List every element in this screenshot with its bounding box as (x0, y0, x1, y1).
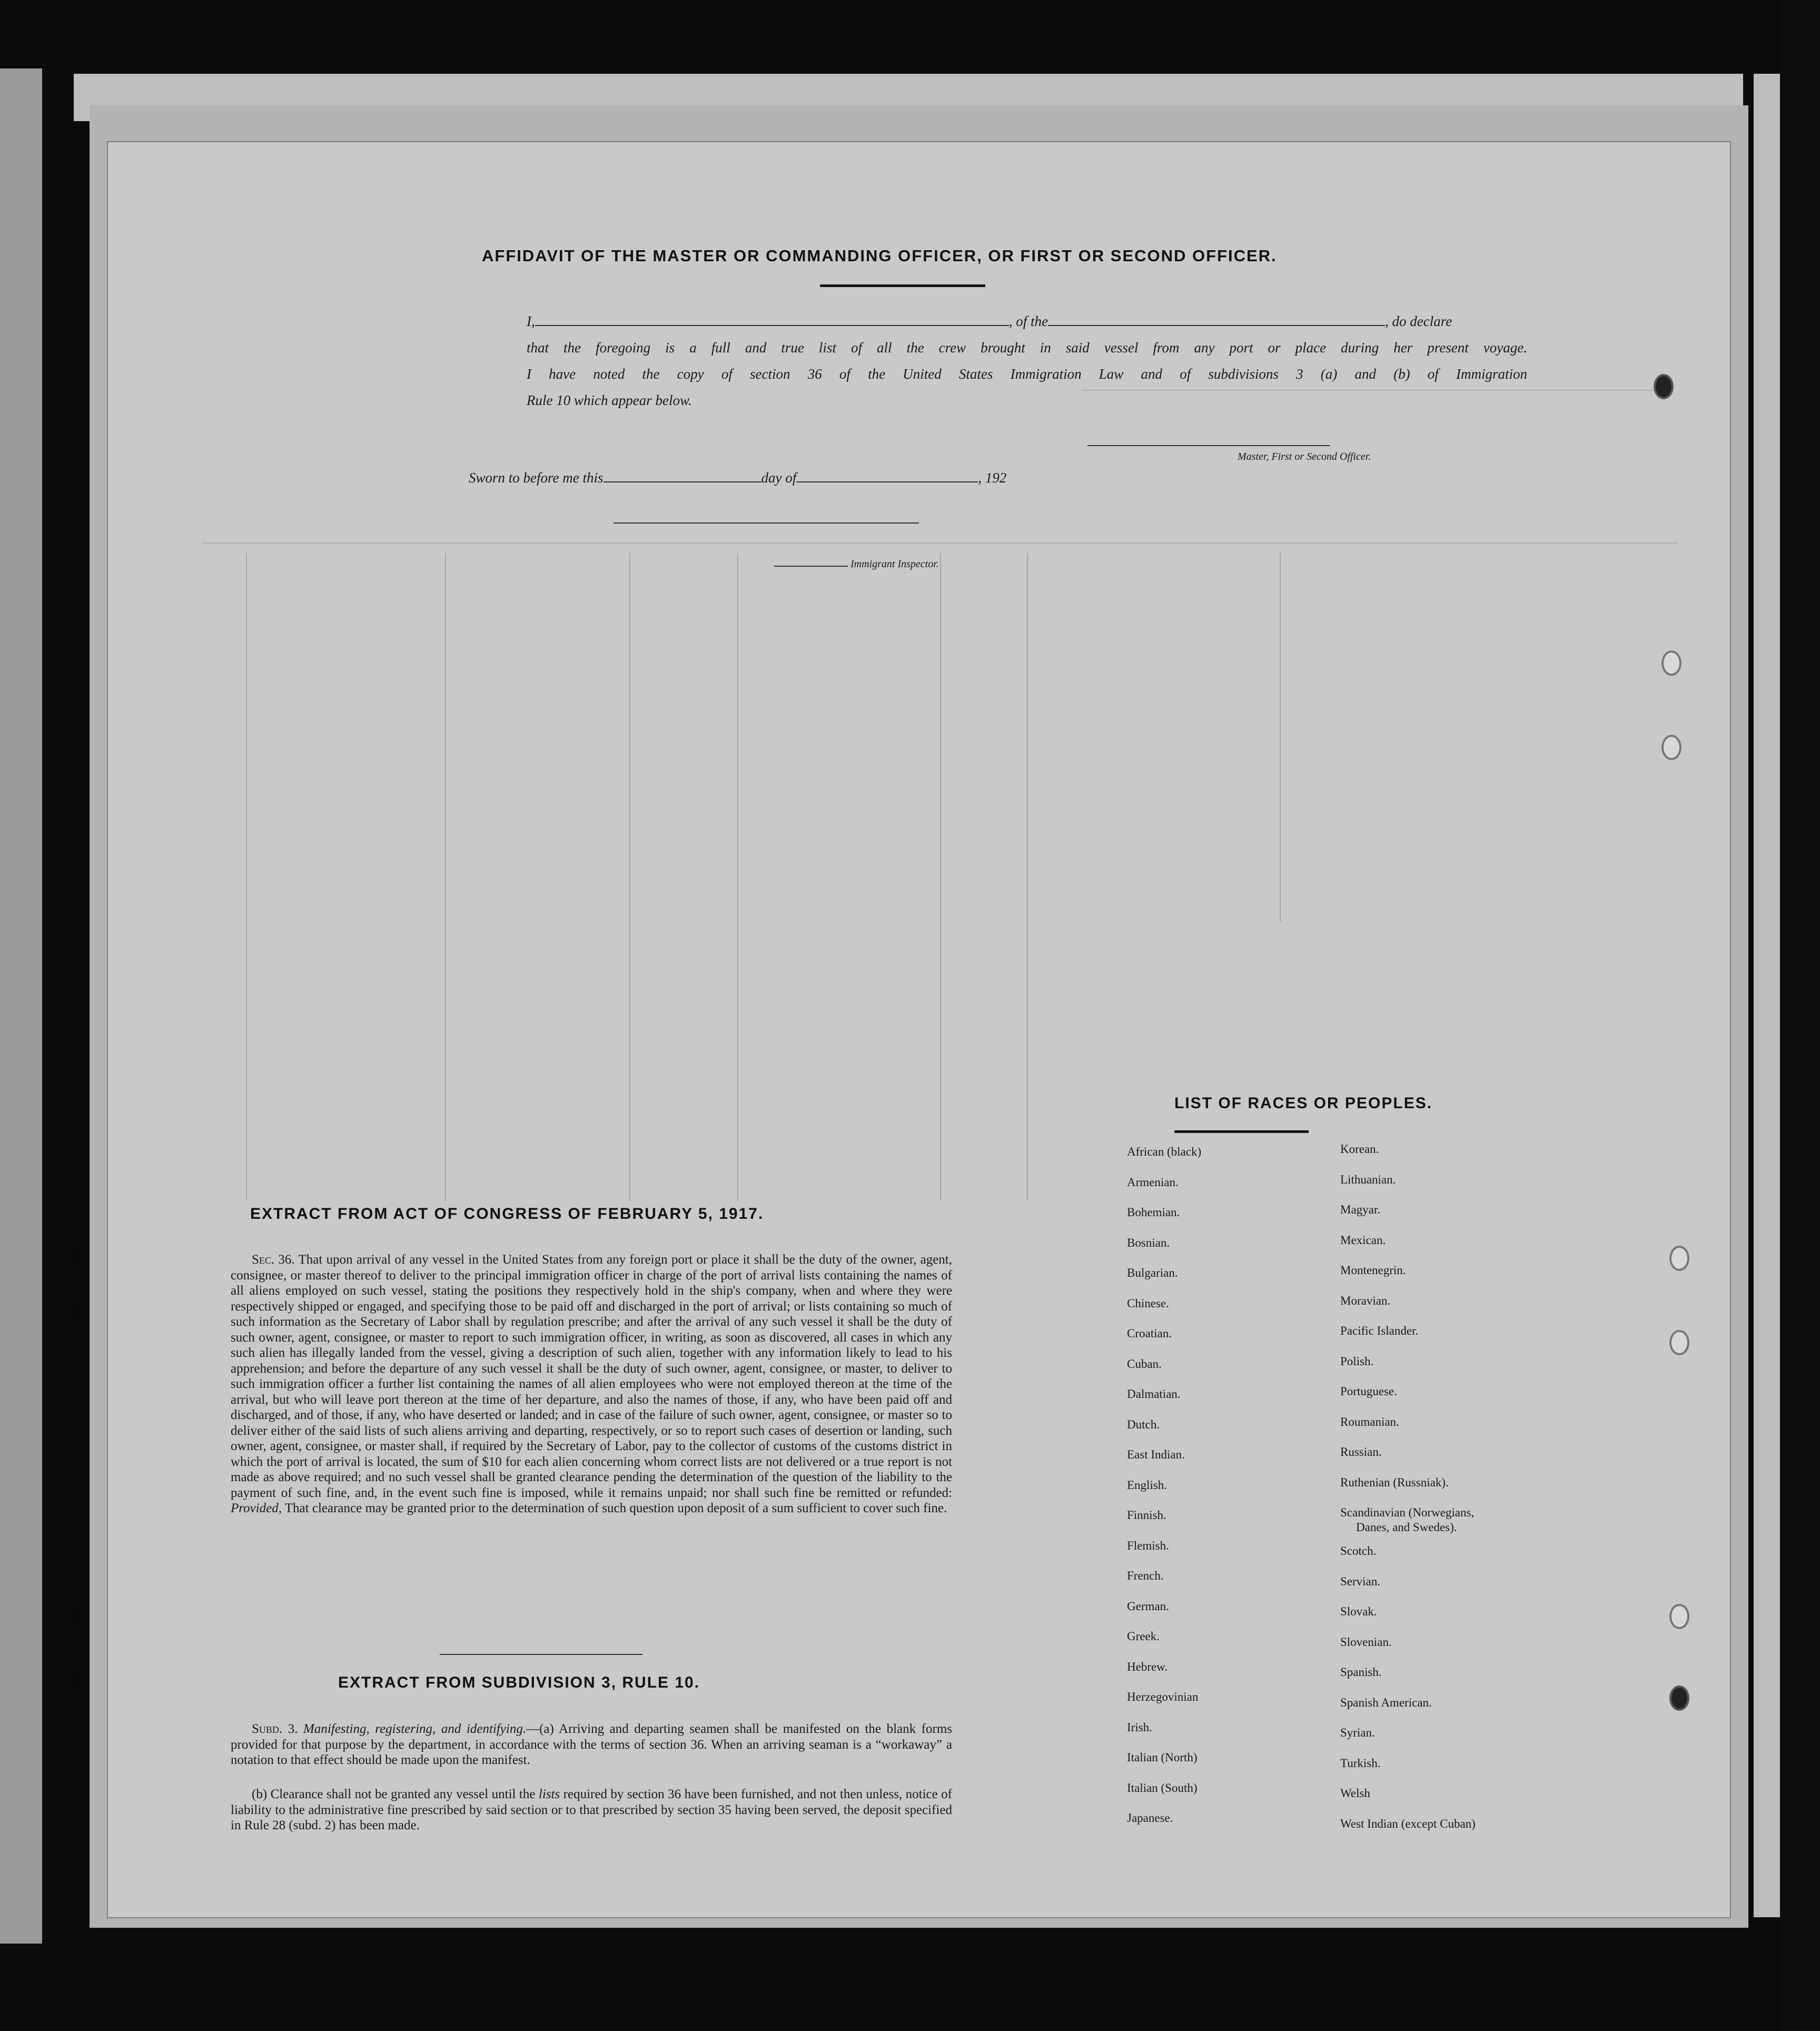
sworn-line (469, 470, 1006, 486)
affidavit-heading: AFFIDAVIT OF THE MASTER OR COMMANDING OFFICER, OR FIRST OR SECOND OFFICER. (482, 247, 1277, 265)
proviso-word: Provided, (231, 1501, 282, 1515)
race-item: French. (1127, 1569, 1164, 1582)
race-item: Roumanian. (1340, 1415, 1399, 1428)
subd-label: Subd. 3. (252, 1722, 298, 1736)
section-label: Sec. 36. (252, 1253, 295, 1267)
declarant-prefix: I, (527, 313, 535, 329)
races-list-right (1340, 1134, 1476, 1839)
subd-para-a: —(a) Arriving and departing seamen shall be manifested on the blank forms provided for that purpose by the department, in accordance with the terms of section 36. When an arriving seaman is a “workaway” a notation to that effect should be made upon the manifest. (231, 1722, 952, 1767)
film-border-right (1780, 0, 1820, 2031)
races-list-left (1127, 1137, 1201, 1833)
race-item: English. (1127, 1478, 1168, 1492)
race-item: German. (1127, 1599, 1169, 1613)
race-item: Polish. (1340, 1354, 1374, 1368)
punch-hole (1661, 650, 1681, 676)
race-item: Finnish. (1127, 1509, 1166, 1522)
subdivision-3b-text (231, 1787, 952, 1833)
race-item: Dalmatian. (1127, 1387, 1181, 1401)
race-item: Ruthenian (Russniak). (1340, 1475, 1449, 1489)
underlying-sheet-left (0, 68, 42, 1944)
race-item: Irish. (1127, 1720, 1152, 1734)
punch-hole-mark (67, 1243, 82, 1264)
race-item: Pacific Islander. (1340, 1324, 1419, 1337)
race-item: Spanish American. (1340, 1695, 1432, 1709)
declare-suffix: , do declare (1385, 313, 1452, 329)
subd-para-b-end: required by section 36 have been furnished, and not then unless, notice of liability to the administrative fine prescribed by said section or to that prescribed by section 35 having been served, the deposit specified in Rule 28 (subd. 2) has been made. (231, 1787, 952, 1832)
race-item: Portuguese. (1340, 1385, 1397, 1398)
race-item: Italian (North) (1127, 1751, 1198, 1764)
race-item: Russian. (1340, 1445, 1382, 1458)
race-item: West Indian (except Cuban) (1340, 1817, 1476, 1830)
document-page (108, 142, 1730, 1917)
race-item: Hebrew. (1127, 1660, 1168, 1673)
heading-rule (820, 284, 985, 287)
punch-hole-mark (67, 1667, 82, 1688)
punch-hole-mark (67, 1301, 82, 1322)
bleed-through-line (737, 553, 738, 1201)
race-item: Dutch. (1127, 1417, 1160, 1431)
race-item: Slovak. (1340, 1605, 1377, 1618)
race-item: Welsh (1340, 1787, 1370, 1800)
inspector-signature-field[interactable] (614, 522, 919, 524)
sworn-day-of: day of (761, 470, 797, 486)
bleed-through-line (246, 553, 247, 1201)
inspector-short-rule (774, 566, 848, 567)
bleed-through-line (203, 543, 1677, 544)
race-item: Montenegrin. (1340, 1264, 1406, 1277)
race-item: Bulgarian. (1127, 1266, 1178, 1279)
bleed-through-line (940, 553, 941, 1201)
race-item: Chinese. (1127, 1296, 1169, 1310)
race-item: Mexican. (1340, 1233, 1386, 1247)
master-signature-caption: Master, First or Second Officer. (1238, 451, 1371, 462)
race-item: Slovenian. (1340, 1635, 1392, 1649)
rule-extract-heading: EXTRACT FROM SUBDIVISION 3, RULE 10. (338, 1674, 700, 1691)
declarant-name-field[interactable] (535, 322, 1009, 326)
vessel-prefix: , of the (1008, 313, 1048, 329)
punch-hole (1669, 1330, 1689, 1355)
race-item: Greek. (1127, 1630, 1160, 1643)
act-extract-heading: EXTRACT FROM ACT OF CONGRESS OF FEBRUARY 5, 1917. (250, 1205, 764, 1222)
race-item: Lithuanian. (1340, 1172, 1396, 1186)
sworn-year: , 192 (978, 470, 1007, 486)
bleed-through-line (1027, 553, 1028, 1201)
race-item: Cuban. (1127, 1357, 1162, 1371)
races-heading-rule (1174, 1130, 1309, 1133)
race-item: Spanish. (1340, 1665, 1382, 1679)
sworn-prefix: Sworn to before me this (469, 470, 604, 486)
declaration-line-3: I have noted the copy of section 36 of the United States Immigration Law and of subdivisions 3 (a) and (b) of Immigration (527, 366, 1527, 382)
race-item: Armenian. (1127, 1175, 1179, 1189)
race-item: Bohemian. (1127, 1206, 1180, 1219)
punch-hole (1669, 1604, 1689, 1629)
race-item: Japanese. (1127, 1811, 1173, 1825)
race-item: Servian. (1340, 1574, 1381, 1588)
master-signature-field[interactable] (1087, 445, 1330, 446)
race-item: Scandinavian (Norwegians, (1340, 1506, 1475, 1519)
punch-hole (1661, 735, 1681, 760)
bleed-through-line (1280, 553, 1281, 922)
race-item: Scotch. (1340, 1544, 1377, 1557)
underlying-sheet-right (1754, 74, 1780, 1917)
section-body: That upon arrival of any vessel in the United States from any foreign port or place it shall be the duty of the owner, agent, consignee, or master thereof to deliver to the principal immigration officer in charge of the port of arrival lists containing the names of all aliens employed on such vessel, stating the positions they respectively hold in the ship's company, when and where they were respectively shipped or engaged, and specifying those to be paid off and discharged in the port of arrival; or lists containing so much of such information as the Secretary of Labor shall by regulation prescribe; and after the arrival of any such vessel it shall be the duty of such owner, agent, consignee, or master to report to such immigration officer, in writing, as soon as discovered, all cases in which any such alien has illegally landed from the vessel, giving a description of such alien, together with any information likely to lead to his apprehension; and before the departure of any such vessel it shall be the duty of such owner, agent, consignee, or master, to deliver to such immigration officer a further list containing the names of all alien employees who were not employed thereon at the time of the arrival, but who will leave port thereon at the time of her departure, and also the names of those, if any, who have been paid off and discharged, and of those, if any, who have deserted or landed; and in case of the failure of such owner, agent, consignee, or master so to deliver either of the said lists of such aliens arriving and departing, respectively, or so to report such cases of desertion or landing, such owner, agent, consignee, or master shall, if required by the Secretary of Labor, pay to the collector of customs of the customs district in which the port of arrival is located, the sum of $10 for each alien concerning whom correct lists are not delivered or a true report is not made as above required; and no such vessel shall be granted clearance pending the determination of the question of the liability to the payment of such fine, and, in the event such fine is imposed, while it remains unpaid; nor shall such fine be remitted or refunded: (231, 1253, 952, 1500)
race-item: East Indian. (1127, 1448, 1185, 1461)
race-item: Bosnian. (1127, 1236, 1170, 1249)
race-item: Syrian. (1340, 1726, 1375, 1739)
section-36-text (231, 1252, 952, 1516)
bleed-through-line (445, 553, 446, 1201)
punch-hole (1669, 1246, 1689, 1271)
race-item: Croatian. (1127, 1327, 1172, 1340)
subd-title: Manifesting, registering, and identifying. (303, 1722, 527, 1736)
race-item: Danes, and Swedes). (1356, 1521, 1457, 1534)
proviso-body: That clearance may be granted prior to the determination of such question upon deposit of a sum sufficient to cover such fine. (284, 1501, 947, 1515)
inspector-caption: Immigrant Inspector. (850, 558, 939, 570)
declaration-line-4: Rule 10 which appear below. (527, 392, 692, 408)
race-item: Magyar. (1340, 1203, 1381, 1216)
subd-para-b-lists: lists (538, 1787, 560, 1801)
punch-hole-mark (67, 1606, 82, 1628)
punch-hole (1669, 1685, 1689, 1711)
race-item: Herzegovinian (1127, 1690, 1199, 1703)
sworn-day-field[interactable] (604, 478, 761, 482)
declaration-line-1 (527, 311, 1527, 332)
vessel-name-field[interactable] (1048, 322, 1385, 326)
race-item: Flemish. (1127, 1539, 1169, 1552)
bleed-through-line (629, 553, 630, 1201)
section-divider (440, 1654, 642, 1655)
subdivision-3-text (231, 1721, 952, 1768)
races-heading: LIST OF RACES OR PEOPLES. (1174, 1095, 1433, 1112)
punch-hole (1654, 374, 1674, 399)
race-item: Turkish. (1340, 1756, 1381, 1770)
race-item: Korean. (1340, 1142, 1379, 1156)
race-item: Moravian. (1340, 1294, 1391, 1307)
sworn-month-field[interactable] (796, 478, 978, 482)
race-item: African (black) (1127, 1145, 1202, 1158)
race-item: Italian (South) (1127, 1781, 1198, 1795)
declaration-line-2: that the foregoing is a full and true list of all the crew brought in said vessel from any port or place during her present voyage. (527, 340, 1527, 356)
subd-para-b-start: (b) Clearance shall not be granted any vessel until the (252, 1787, 536, 1801)
